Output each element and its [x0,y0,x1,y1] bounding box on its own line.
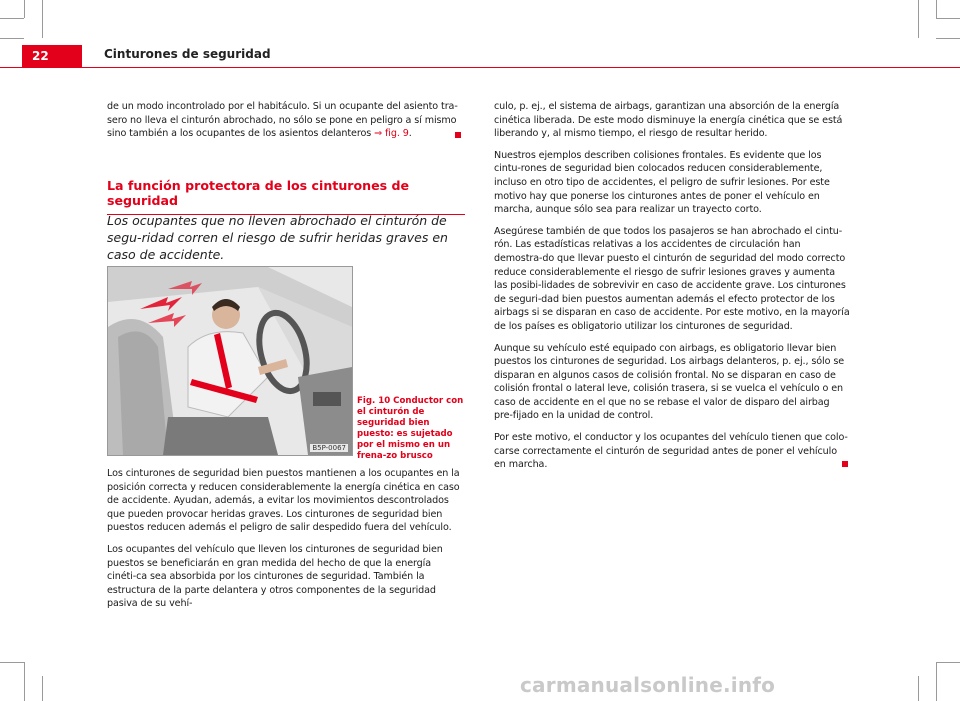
figure-9-link[interactable]: ⇒ fig. 9 [374,128,409,140]
section-end-marker [842,461,848,467]
body-paragraph: Los ocupantes del vehículo que lleven los cinturones de seguridad bien puestos se beneficiarán en gran medida del hecho de que la energía cinéti-ca sea absorbida por los cinturones de seguridad. También la estructura de la parte delantera y otros componentes de la seguridad pasiva de su vehí- [107,543,443,610]
crop-mark [936,662,960,663]
body-paragraph: Los cinturones de seguridad bien puestos mantienen a los ocupantes en la posición correcta y reducen considerablemente la energía cinética en caso de accidente. Ayudan, además, a evitar los movimientos descontrolados que pueden provocar heridas graves. Los cinturones de seguridad bien puestos reducen además el peligro de salir despedido fuera del vehículo. [107,468,460,534]
crop-mark [24,662,25,701]
crop-mark [918,676,919,701]
body-paragraph: Nuestros ejemplos describen colisiones frontales. Es evidente que los cintu-rones de seguridad bien colocados reducen considerablemente, incluso en otro tipo de accidentes, el peligro de sufrir lesiones. Por este motivo hay que ponerse los cinturones antes de poner el vehículo en marcha, aunque sólo sea para realizar un trayecto corto. [494,149,830,216]
crop-mark [936,0,937,18]
left-intro [107,100,463,149]
body-paragraph: Asegúrese también de que todos los pasajeros se han abrochado el cintu-rón. Las estadísticas relativas a los accidentes de circulación han demostra-do que llevar puesto el cinturón de seguridad del modo correcto reduce considerablemente el riesgo de sufrir lesiones graves y aumenta las posibi-lidades de sobrevivir en caso de accidente grave. Los cinturones de seguri-dad bien puestos aumentan además el efecto protector de los airbags si se disparan en caso de accidente. Por este motivo, en la mayoría de los países es obligatorio utilizar los cinturones de seguridad. [494,225,850,332]
section-heading: La función protectora de los cinturones de seguridad [107,178,465,215]
figure-driver-seatbelt [107,266,353,456]
crop-mark [918,0,919,38]
crop-mark [42,0,43,38]
crop-mark [42,676,43,701]
page-number: 22 [22,45,82,68]
crop-mark [0,662,24,663]
driver-illustration-icon [108,267,352,455]
crop-mark [936,662,937,701]
crop-mark [0,38,24,39]
left-body [107,467,463,619]
crop-mark [0,18,24,19]
intro-text: de un modo incontrolado por el habitáculo. Si un ocupante del asiento tra-sero no lleva el cinturón abrochado, no sólo se pone en peligro a sí mismo sino también a los ocupantes de los asientos delanteros [107,101,458,140]
figure-code: B5P-0067 [312,444,346,452]
right-column [494,100,850,480]
section-end-marker [455,132,461,138]
intro-paragraph [107,100,463,141]
body-paragraph: Aunque su vehículo esté equipado con airbags, es obligatorio llevar bien puestos los cinturones de seguridad. Los airbags delanteros, p. ej., sólo se disparan en algunos casos de colisión frontal. No se disparan en caso de colisión frontal o lateral leve, colisión trasera, si se vuelca el vehículo o en caso de accidente en el que no se rebase el valor de disparo del airbag pre-fijado en la unidad de control. [494,342,845,422]
crop-mark [24,0,25,18]
watermark: carmanualsonline.info [520,673,776,697]
crop-mark [936,18,960,19]
body-paragraph: Por este motivo, el conductor y los ocupantes del vehículo tienen que colo-carse correctamente el cinturón de seguridad antes de poner el vehículo en marcha. [494,432,848,471]
header-rule [0,67,960,68]
crop-mark [936,38,960,39]
body-paragraph: culo, p. ej., el sistema de airbags, garantizan una absorción de la energía cinética liberada. De este modo disminuye la energía cinética que se está liberando y, al mismo tiempo, el riesgo de resultar herido. [494,101,843,140]
intro-end: . [408,128,412,140]
page-title: Cinturones de seguridad [104,47,271,61]
section-lead: Los ocupantes que no lleven abrochado el cinturón de segu-ridad corren el riesgo de sufrir heridas graves en caso de accidente. [107,213,448,262]
figure-caption: Fig. 10 Conductor con el cinturón de seguridad bien puesto: es sujetado por el mismo en un frena-zo brusco [357,396,464,461]
